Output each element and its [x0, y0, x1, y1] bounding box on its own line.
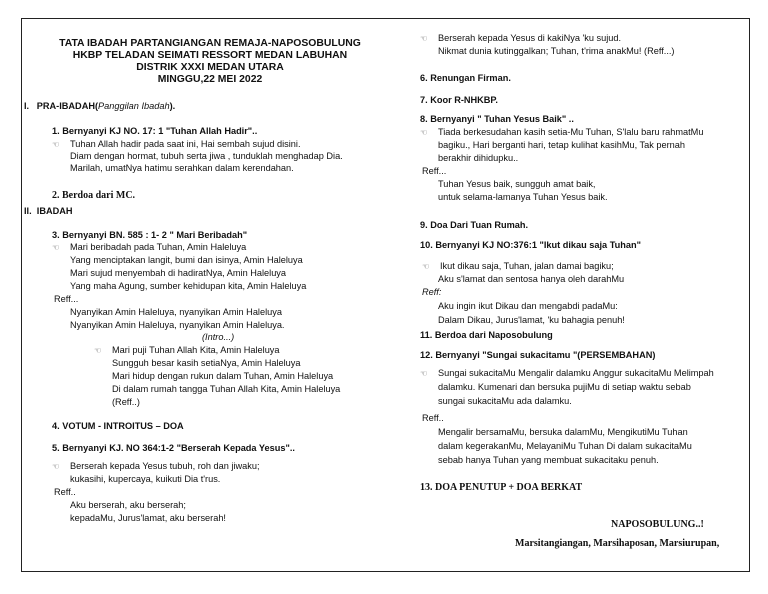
- item-1-line-3: Marilah, umatNya hatimu serahkan dalam kerendahan.: [70, 163, 294, 173]
- item-6-title: 6. Renungan Firman.: [420, 73, 511, 83]
- item-8-reff-line-2: untuk selama-lamanya Tuhan Yesus baik.: [438, 192, 608, 202]
- item-10-reff-line-2: Dalam Dikau, Jurus'lamat, 'ku bahagia penuh!: [438, 315, 625, 325]
- hand-pointer-icon: ☜: [94, 346, 102, 355]
- item-2-title: 2. Berdoa dari MC.: [52, 190, 136, 201]
- item-5-continued-line-1: Berserah kepada Yesus di kakiNya 'ku sujud.: [438, 33, 622, 43]
- section-2-label: IBADAH: [36, 206, 73, 216]
- item-5-reff-label: Reff..: [54, 487, 76, 497]
- hand-pointer-icon: ☜: [52, 140, 60, 149]
- item-3-verse-2-line-1: Mari puji Tuhan Allah Kita, Amin Haleluya: [112, 345, 280, 355]
- item-5-continued-line-2: Nikmat dunia kutinggalkan; Tuhan, t'rima anakMu! (Reff...): [438, 46, 675, 56]
- section-1-label-end: ).: [169, 101, 176, 111]
- item-3-verse-2-line-4: Di dalam rumah tangga Tuhan Allah Kita, Amin Haleluya: [112, 384, 341, 394]
- hand-pointer-icon: ☜: [420, 369, 428, 378]
- hand-pointer-icon: ☜: [422, 262, 430, 271]
- closing-signature-1: NAPOSOBULUNG..!: [611, 519, 704, 530]
- item-10-reff-line-1: Aku ingin ikut Dikau dan mengabdi padaMu:: [438, 301, 618, 311]
- hand-pointer-icon: ☜: [52, 462, 60, 471]
- item-3-verse-2-line-2: Sungguh besar kasih setiaNya, Amin Haleluya: [112, 358, 301, 368]
- item-12-reff-line-3: sebab hanya Tuhan yang membuat sukacitaku penuh.: [438, 455, 659, 465]
- item-8-verse-line-2: bagiku., Hari berganti hari, tetap kulihat kasihMu, Tak pernah: [438, 140, 686, 150]
- item-5-title: 5. Bernyanyi KJ. NO 364:1-2 "Berserah Kepada Yesus"..: [52, 443, 295, 453]
- closing-signature-2: Marsitangiangan, Marsihaposan, Marsiurupan,: [515, 538, 720, 549]
- item-10-reff-label: Reff:: [422, 287, 442, 297]
- item-13-title: 13. DOA PENUTUP + DOA BERKAT: [420, 482, 583, 493]
- item-4-title: 4. VOTUM - INTROITUS – DOA: [52, 421, 184, 431]
- item-3-verse-2-line-3: Mari hidup dengan rukun dalam Tuhan, Amin Haleluya: [112, 371, 334, 381]
- section-1-label: PRA-IBADAH(: [36, 101, 99, 111]
- item-3-verse-1-line-3: Mari sujud menyembah di hadiratNya, Amin Haleluya: [70, 268, 287, 278]
- hand-pointer-icon: ☜: [420, 128, 428, 137]
- item-10-verse-line-1: Ikut dikau saja, Tuhan, jalan damai bagiku;: [440, 261, 614, 271]
- section-1-label-italic: Panggilan Ibadah: [98, 101, 170, 111]
- item-5-reff-line-1: Aku berserah, aku berserah;: [70, 500, 186, 510]
- item-8-reff-line-1: Tuhan Yesus baik, sungguh amat baik,: [438, 179, 596, 189]
- item-8-reff-label: Reff...: [422, 166, 447, 176]
- item-11-title: 11. Berdoa dari Naposobulung: [420, 330, 553, 340]
- item-5-verse-line-1: Berserah kepada Yesus tubuh, roh dan jiwaku;: [70, 461, 260, 471]
- item-12-reff-line-1: Mengalir bersamaMu, bersuka dalamMu, MengikutiMu Tuhan: [438, 427, 688, 437]
- item-12-verse-line-1: Sungai sukacitaMu Mengalir dalamku Anggur sukacitaMu Melimpah: [438, 368, 714, 378]
- item-1-line-1: Tuhan Allah hadir pada saat ini, Hai sembah sujud disini.: [70, 139, 301, 149]
- item-3-verse-1-line-1: Mari beribadah pada Tuhan, Amin Haleluya: [70, 242, 247, 252]
- item-10-verse-line-2: Aku s'lamat dan sentosa hanya oleh darahMu: [438, 274, 625, 284]
- header-line-3: DISTRIK XXXI MEDAN UTARA: [136, 62, 284, 73]
- hand-pointer-icon: ☜: [52, 243, 60, 252]
- section-1-number: I.: [24, 101, 30, 111]
- header-line-4: MINGGU,22 MEI 2022: [157, 74, 263, 85]
- item-1-title: 1. Bernyanyi KJ NO. 17: 1 "Tuhan Allah Hadir"..: [52, 126, 258, 136]
- item-8-title: 8. Bernyanyi " Tuhan Yesus Baik" ..: [420, 114, 574, 124]
- item-3-intro: (Intro...): [202, 332, 235, 342]
- section-2-number: II.: [24, 206, 32, 216]
- section-2-heading: [24, 206, 73, 217]
- item-3-reff-line-2: Nyanyikan Amin Haleluya, nyanyikan Amin Haleluya.: [70, 320, 285, 330]
- item-3-reff-label: Reff...: [54, 294, 79, 304]
- item-3-verse-2-reff: (Reff..): [112, 397, 140, 407]
- item-8-verse-line-1: Tiada berkesudahan kasih setia-Mu Tuhan, S'lalu baru rahmatMu: [438, 127, 704, 137]
- hand-pointer-icon: ☜: [420, 34, 428, 43]
- section-1-heading: [24, 101, 175, 112]
- item-12-reff-line-2: dalam kegerakanMu, MelayaniMu Tuhan Di dalam sukacitaMu: [438, 441, 692, 451]
- item-5-verse-line-2: kukasihi, kupercaya, kuikuti Dia t'rus.: [70, 474, 221, 484]
- item-12-verse-line-3: sungai sukacitaMu ada dalamku.: [438, 396, 572, 406]
- item-12-verse-line-2: dalamku. Kumenari dan bersuka pujiMu di setiap waktu sebab: [438, 382, 691, 392]
- item-12-reff-label: Reff..: [422, 413, 444, 423]
- item-12-title: 12. Bernyanyi "Sungai sukacitamu "(PERSEMBAHAN): [420, 350, 656, 360]
- item-7-title: 7. Koor R-NHKBP.: [420, 95, 498, 105]
- item-3-title: 3. Bernyanyi BN. 585 : 1- 2 " Mari Beribadah": [52, 230, 248, 240]
- item-9-title: 9. Doa Dari Tuan Rumah.: [420, 220, 529, 230]
- item-3-verse-1-line-2: Yang menciptakan langit, bumi dan isinya, Amin Haleluya: [70, 255, 303, 265]
- item-3-verse-1-line-4: Yang maha Agung, sumber kehidupan kita, Amin Haleluya: [70, 281, 307, 291]
- item-3-reff-line-1: Nyanyikan Amin Haleluya, nyanyikan Amin Haleluya: [70, 307, 282, 317]
- item-5-reff-line-2: kepadaMu, Jurus'lamat, aku berserah!: [70, 513, 226, 523]
- item-8-verse-line-3: berakhir dihidupku..: [438, 153, 519, 163]
- item-1-line-2: Diam dengan hormat, tubuh serta jiwa , tunduklah menghadap Dia.: [70, 151, 343, 161]
- header-line-1: TATA IBADAH PARTANGIANGAN REMAJA-NAPOSOBULUNG: [59, 38, 361, 49]
- document-page: [21, 18, 750, 572]
- header-line-2: HKBP TELADAN SEIMATI RESSORT MEDAN LABUHAN: [72, 50, 348, 61]
- item-10-title: 10. Bernyanyi KJ NO:376:1 "Ikut dikau saja Tuhan": [420, 240, 641, 250]
